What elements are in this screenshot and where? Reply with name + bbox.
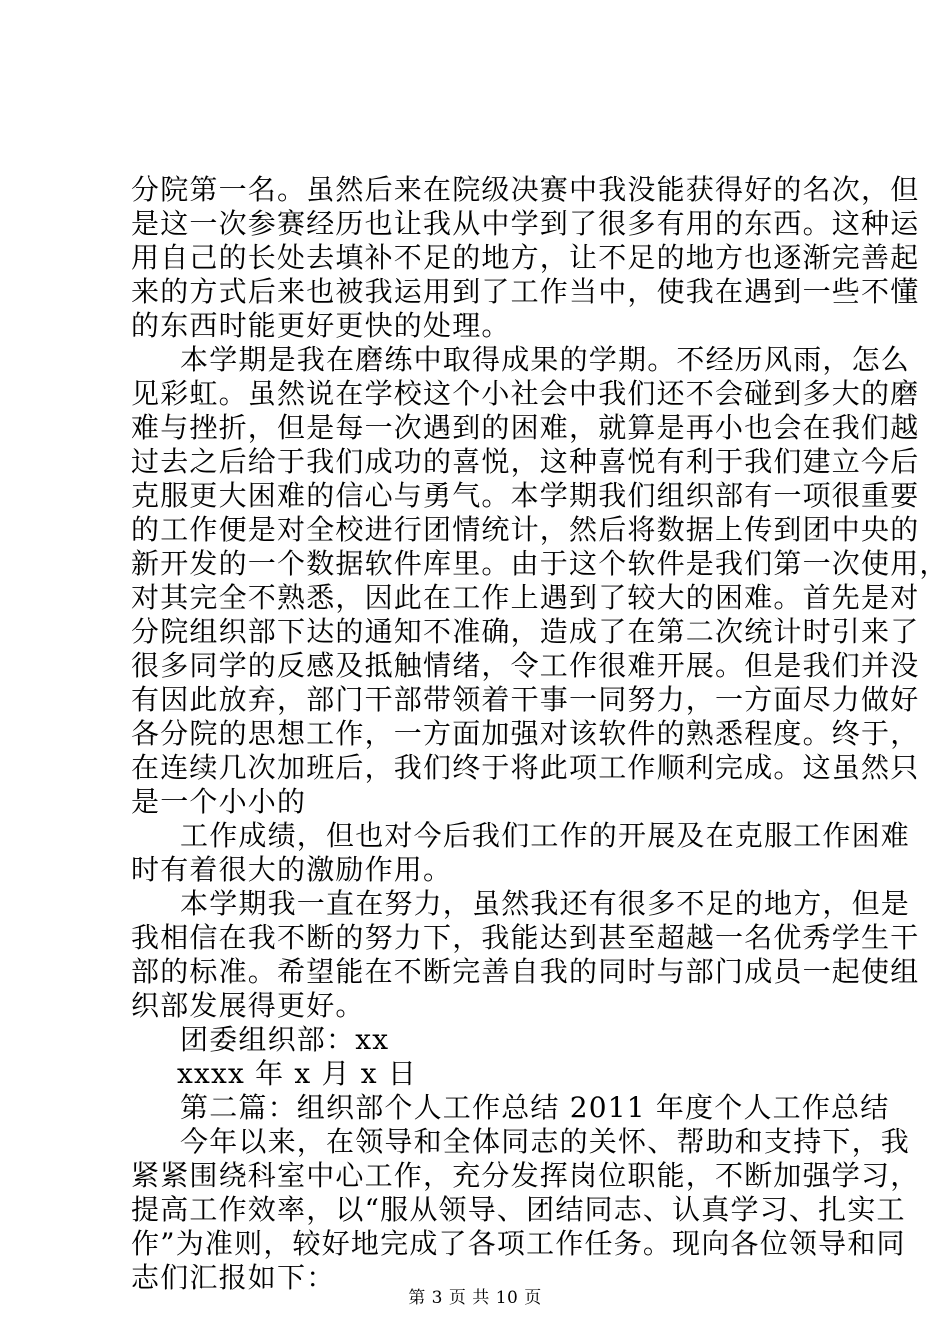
body-text-line: 织部发展得更好。 — [131, 989, 365, 1022]
body-text-line: 是一个小小的 — [131, 785, 307, 818]
signature-department: 团委组织部：xx — [180, 1023, 390, 1056]
body-text-line: 的工作便是对全校进行团情统计，然后将数据上传到团中央的 — [131, 513, 920, 546]
body-text-line: 过去之后给于我们成功的喜悦，这种喜悦有利于我们建立今后 — [131, 445, 920, 478]
paragraph-first-line: 本学期是我在磨练中取得成果的学期。不经历风雨，怎么 — [180, 343, 911, 376]
body-text-line: 作”为准则，较好地完成了各项工作任务。现向各位领导和同 — [131, 1227, 906, 1260]
body-text-line: 对其完全不熟悉，因此在工作上遇到了较大的困难。首先是对 — [131, 581, 920, 614]
body-text-line: 志们汇报如下： — [131, 1261, 336, 1294]
body-text-line: 部的标准。希望能在不断完善自我的同时与部门成员一起使组 — [131, 955, 920, 988]
body-text-line: 新开发的一个数据软件库里。由于这个软件是我们第一次使用， — [131, 547, 949, 580]
body-text-line: 提高工作效率，以“服从领导、团结同志、认真学习、扎实工 — [131, 1193, 906, 1226]
body-text-line: 分院第一名。虽然后来在院级决赛中我没能获得好的名次，但 — [131, 173, 920, 206]
body-text-line: 来的方式后来也被我运用到了工作当中，使我在遇到一些不懂 — [131, 275, 920, 308]
body-text-line: 有因此放弃，部门干部带领着干事一同努力，一方面尽力做好 — [131, 683, 920, 716]
body-text-line: 在连续几次加班后，我们终于将此项工作顺利完成。这虽然只 — [131, 751, 920, 784]
paragraph-first-line: 本学期我一直在努力，虽然我还有很多不足的地方，但是 — [180, 887, 911, 920]
body-text-line: 是这一次参赛经历也让我从中学到了很多有用的东西。这种运 — [131, 207, 920, 240]
signature-date: xxxx 年 x 月 x 日 — [177, 1057, 418, 1090]
body-text-line: 紧紧围绕科室中心工作，充分发挥岗位职能，不断加强学习， — [131, 1159, 920, 1192]
body-text-line: 难与挫折，但是每一次遇到的困难，就算是再小也会在我们越 — [131, 411, 920, 444]
paragraph-first-line: 工作成绩，但也对今后我们工作的开展及在克服工作困难 — [180, 819, 911, 852]
section-heading: 第二篇：组织部个人工作总结 2011 年度个人工作总结 — [180, 1091, 890, 1124]
body-text-line: 我相信在我不断的努力下，我能达到甚至超越一名优秀学生干 — [131, 921, 920, 954]
body-text-line: 很多同学的反感及抵触情绪，令工作很难开展。但是我们并没 — [131, 649, 920, 682]
body-text-line: 见彩虹。虽然说在学校这个小社会中我们还不会碰到多大的磨 — [131, 377, 920, 410]
body-text-line: 的东西时能更好更快的处理。 — [131, 309, 511, 342]
body-text-line: 用自己的长处去填补不足的地方，让不足的地方也逐渐完善起 — [131, 241, 920, 274]
body-text-line: 克服更大困难的信心与勇气。本学期我们组织部有一项很重要 — [131, 479, 920, 512]
body-text-line: 时有着很大的激励作用。 — [131, 853, 453, 886]
body-text-line: 各分院的思想工作，一方面加强对该软件的熟悉程度。终于， — [131, 717, 920, 750]
body-text-line: 分院组织部下达的通知不准确，造成了在第二次统计时引来了 — [131, 615, 920, 648]
page-number-footer: 第 3 页 共 10 页 — [408, 1288, 542, 1308]
paragraph-first-line: 今年以来，在领导和全体同志的关怀、帮助和支持下，我 — [180, 1125, 911, 1158]
